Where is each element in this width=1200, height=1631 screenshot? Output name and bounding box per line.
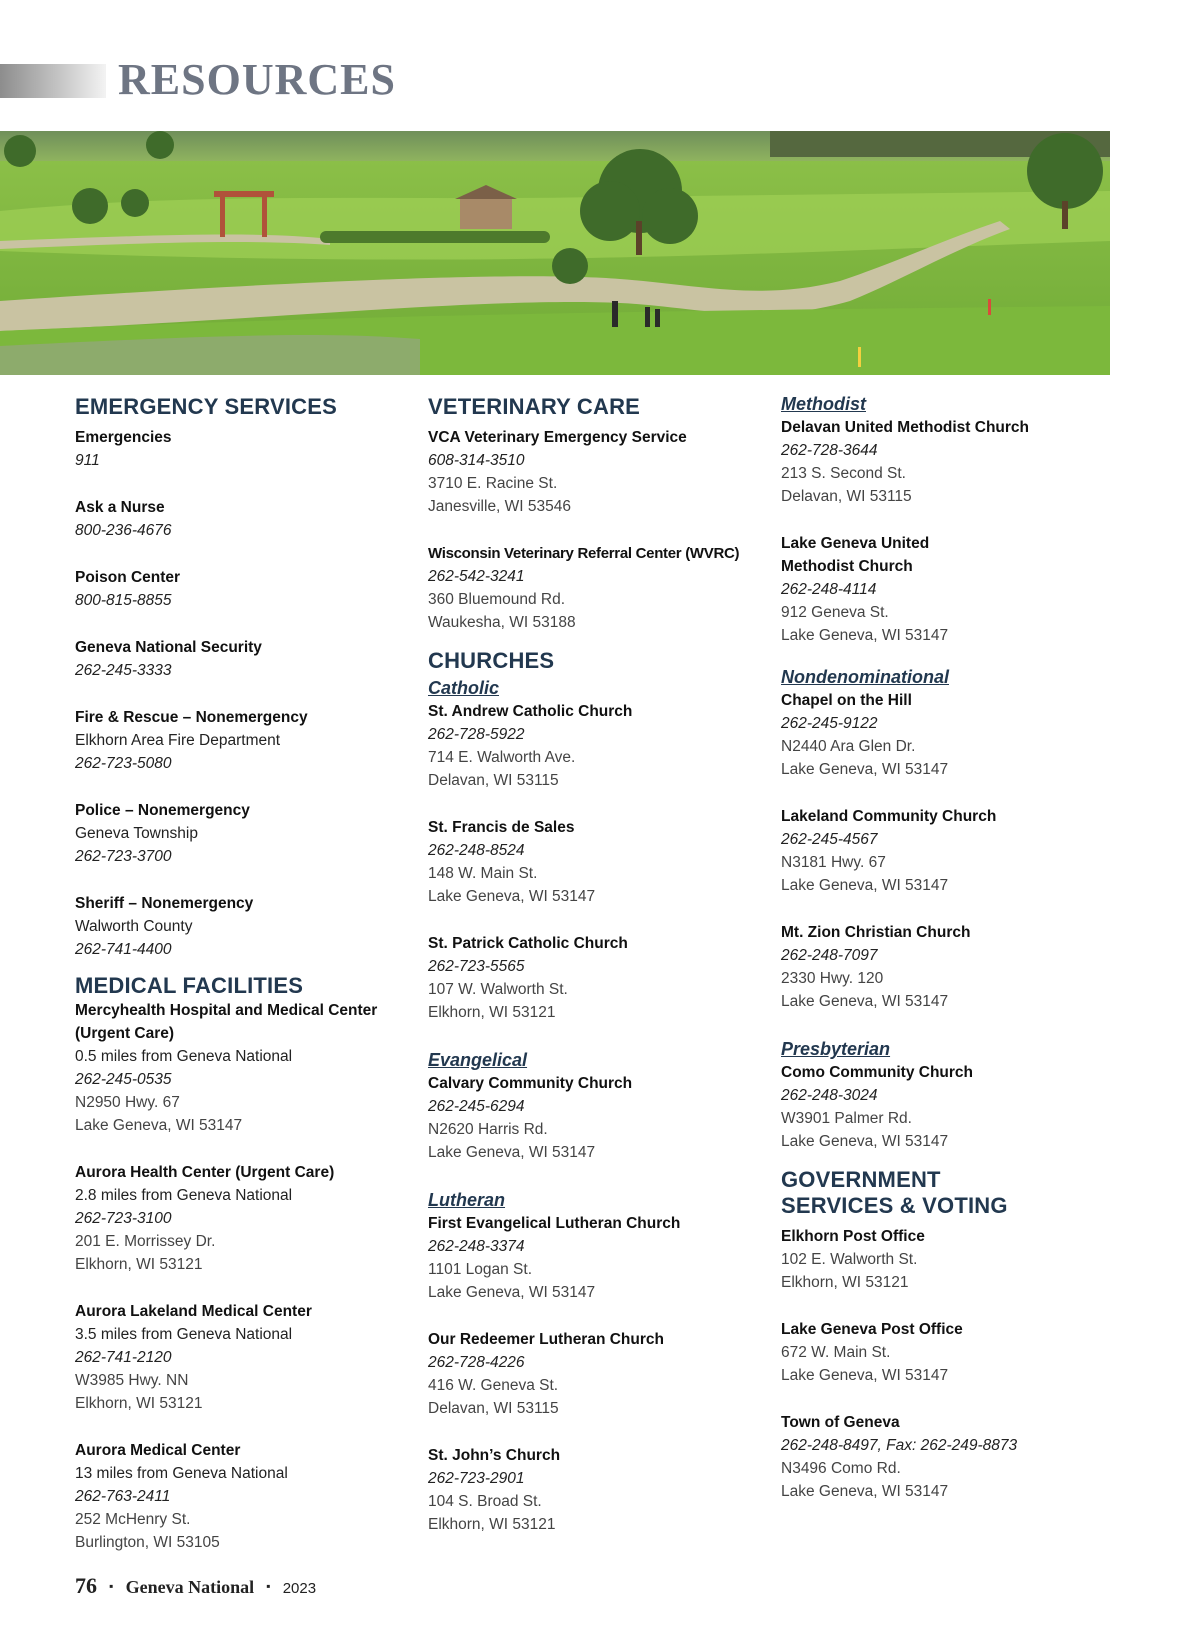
list-item [75,496,410,542]
entry-address: 201 E. Morrissey Dr. [75,1233,216,1250]
entry-city: Delavan, WI 53115 [781,488,912,505]
entry-phone: 262-728-5922 [428,726,525,743]
entry-address: 360 Bluemound Rd. [428,591,566,608]
entry-name: Sheriff – Nonemergency [75,895,254,912]
entry-phone: 608-314-3510 [428,452,525,469]
list-item [428,1328,763,1420]
lutheran-subheading: Lutheran [428,1190,506,1210]
entry-address: 714 E. Walworth Ave. [428,749,576,766]
entry-phone: 262-248-8524 [428,842,525,859]
entry-note: 0.5 miles from Geneva National [75,1048,293,1065]
entry-phone: 262-245-4567 [781,831,878,848]
entry-name: Our Redeemer Lutheran Church [428,1331,664,1348]
list-item [75,566,410,612]
entry-name-continued: Methodist Church [781,558,913,575]
entry-city: Lake Geneva, WI 53147 [428,888,596,905]
entry-note: Walworth County [75,918,193,935]
entry-phone: 800-236-4676 [75,522,172,539]
entry-address: N2950 Hwy. 67 [75,1094,180,1111]
entry-note: Geneva Township [75,825,198,842]
list-item [428,816,763,908]
entry-address: N3181 Hwy. 67 [781,854,886,871]
column-3 [781,392,1116,1527]
entry-city: Lake Geneva, WI 53147 [781,1367,949,1384]
entry-phone: 262-248-3024 [781,1087,878,1104]
entry-city: Lake Geneva, WI 53147 [781,993,949,1010]
list-item [781,532,1116,647]
entry-phone: 262-542-3241 [428,568,525,585]
publication-year: 2023 [282,1580,317,1597]
column-1 [75,394,410,1578]
entry-phone: 262-248-3374 [428,1238,525,1255]
list-item [428,1444,763,1536]
entry-name: Town of Geneva [781,1414,900,1431]
entry-address: 912 Geneva St. [781,604,889,621]
entry-address: 213 S. Second St. [781,465,906,482]
entry-name: Fire & Rescue – Nonemergency [75,709,308,726]
list-item [781,1318,1116,1387]
entry-name: Como Community Church [781,1064,974,1081]
entry-name: Wisconsin Veterinary Referral Center (WVRC) [428,545,740,562]
entry-phone: 911 [75,452,100,469]
entry-address: 3710 E. Racine St. [428,475,558,492]
churches-heading: CHURCHES [428,648,555,673]
entry-name: Elkhorn Post Office [781,1228,925,1245]
list-item [75,1300,410,1415]
entry-city: Lake Geneva, WI 53147 [781,1483,949,1500]
entry-phone: 262-728-4226 [428,1354,525,1371]
entry-phone: 262-245-6294 [428,1098,525,1115]
entry-address: 148 W. Main St. [428,865,538,882]
entry-phone: 262-728-3644 [781,442,878,459]
footer-separator: ▪ [266,1579,271,1593]
entry-phone: 262-741-4400 [75,941,172,958]
list-item [75,706,410,775]
entry-phone: 262-245-3333 [75,662,172,679]
entry-city: Lake Geneva, WI 53147 [781,761,949,778]
entry-name: Lakeland Community Church [781,808,997,825]
list-item [781,921,1116,1013]
list-item [781,416,1116,508]
presbyterian-subheading: Presbyterian [781,1039,891,1059]
list-item [75,1439,410,1554]
entry-city: Elkhorn, WI 53121 [428,1516,556,1533]
government-heading-line2: SERVICES & VOTING [781,1193,1008,1218]
footer-separator: ▪ [109,1579,114,1593]
entry-name: Poison Center [75,569,181,586]
entry-name: Aurora Health Center (Urgent Care) [75,1164,335,1181]
entry-phone: 262-245-0535 [75,1071,172,1088]
list-item [75,636,410,682]
government-heading [781,1167,1116,1219]
entry-phone: 262-723-5080 [75,755,172,772]
entry-address: N2440 Ara Glen Dr. [781,738,916,755]
golf-course-photo [0,131,1110,375]
entry-city: Waukesha, WI 53188 [428,614,576,631]
entry-address: 104 S. Broad St. [428,1493,542,1510]
entry-city: Elkhorn, WI 53121 [75,1256,203,1273]
entry-note: 2.8 miles from Geneva National [75,1187,293,1204]
entry-address: 2330 Hwy. 120 [781,970,884,987]
column-2 [428,394,763,1560]
entry-city: Burlington, WI 53105 [75,1534,220,1551]
list-item [781,1061,1116,1153]
entry-name: St. Patrick Catholic Church [428,935,628,952]
entry-name: Police – Nonemergency [75,802,250,819]
list-item [781,805,1116,897]
methodist-subheading: Methodist [781,394,866,414]
list-item [781,1411,1116,1503]
entry-phone: 262-763-2411 [75,1488,171,1505]
entry-name: Geneva National Security [75,639,262,656]
list-item [428,700,763,792]
entry-city: Elkhorn, WI 53121 [428,1004,556,1021]
entry-address: 416 W. Geneva St. [428,1377,559,1394]
entry-phone: 262-723-2901 [428,1470,525,1487]
page-number: 76 [75,1573,97,1598]
entry-name: Emergencies [75,429,172,446]
entry-name: Delavan United Methodist Church [781,419,1030,436]
entry-name: St. Francis de Sales [428,819,575,836]
publication-name: Geneva National [125,1577,255,1597]
entry-city: Lake Geneva, WI 53147 [75,1117,243,1134]
entry-name: Ask a Nurse [75,499,165,516]
entry-city: Elkhorn, WI 53121 [75,1395,203,1412]
entry-city: Janesville, WI 53546 [428,498,572,515]
entry-address: 107 W. Walworth St. [428,981,568,998]
entry-name: Mt. Zion Christian Church [781,924,971,941]
list-item [781,1225,1116,1294]
entry-city: Lake Geneva, WI 53147 [781,877,949,894]
emergency-services-heading: EMERGENCY SERVICES [75,394,337,419]
entry-address: 672 W. Main St. [781,1344,891,1361]
list-item [75,1161,410,1276]
entry-name: Mercyhealth Hospital and Medical Center [75,1002,378,1019]
entry-phone: 262-248-4114 [781,581,877,598]
entry-address: N3496 Como Rd. [781,1460,901,1477]
entry-name: St. John’s Church [428,1447,561,1464]
entry-note: 13 miles from Geneva National [75,1465,288,1482]
government-heading-line1: GOVERNMENT [781,1167,941,1192]
entry-name: Lake Geneva United [781,535,930,552]
entry-phone: 262-248-7097 [781,947,878,964]
entry-name: Calvary Community Church [428,1075,633,1092]
entry-city: Delavan, WI 53115 [428,772,559,789]
entry-city: Delavan, WI 53115 [428,1400,559,1417]
page-title: RESOURCES [118,55,396,104]
entry-name: Lake Geneva Post Office [781,1321,963,1338]
entry-phone: 262-723-3100 [75,1210,172,1227]
list-item [75,426,410,472]
list-item [75,999,410,1137]
evangelical-subheading: Evangelical [428,1050,528,1070]
entry-address: N2620 Harris Rd. [428,1121,548,1138]
entry-name: VCA Veterinary Emergency Service [428,429,687,446]
entry-address: 252 McHenry St. [75,1511,191,1528]
entry-address: 1101 Logan St. [428,1261,532,1278]
entry-name: First Evangelical Lutheran Church [428,1215,681,1232]
list-item [428,542,763,634]
list-item [428,932,763,1024]
entry-name: Aurora Medical Center [75,1442,241,1459]
entry-name: Aurora Lakeland Medical Center [75,1303,312,1320]
list-item [75,892,410,961]
entry-phone: 262-741-2120 [75,1349,172,1366]
entry-city: Elkhorn, WI 53121 [781,1274,909,1291]
entry-phone: 262-723-5565 [428,958,525,975]
catholic-subheading: Catholic [428,678,500,698]
veterinary-care-heading: VETERINARY CARE [428,394,641,419]
entry-note: 3.5 miles from Geneva National [75,1326,293,1343]
entry-phone: 262-248-8497, Fax: 262-249-8873 [781,1437,1018,1454]
entry-name-continued: (Urgent Care) [75,1025,175,1042]
golf-course-icon [0,131,1110,375]
entry-name: St. Andrew Catholic Church [428,703,633,720]
entry-city: Lake Geneva, WI 53147 [428,1284,596,1301]
nondenominational-subheading: Nondenominational [781,667,949,687]
page-footer [75,1573,316,1599]
medical-facilities-heading: MEDICAL FACILITIES [75,973,304,998]
entry-city: Lake Geneva, WI 53147 [428,1144,596,1161]
entry-city: Lake Geneva, WI 53147 [781,1133,949,1150]
entry-phone: 262-245-9122 [781,715,878,732]
list-item [428,426,763,518]
entry-city: Lake Geneva, WI 53147 [781,627,949,644]
list-item [428,1212,763,1304]
entry-address: W3985 Hwy. NN [75,1372,189,1389]
entry-address: 102 E. Walworth St. [781,1251,918,1268]
list-item [428,1072,763,1164]
title-accent-bar [0,64,106,98]
entry-name: Chapel on the Hill [781,692,912,709]
list-item [781,689,1116,781]
entry-address: W3901 Palmer Rd. [781,1110,912,1127]
entry-note: Elkhorn Area Fire Department [75,732,281,749]
entry-phone: 262-723-3700 [75,848,172,865]
entry-phone: 800-815-8855 [75,592,172,609]
list-item [75,799,410,868]
